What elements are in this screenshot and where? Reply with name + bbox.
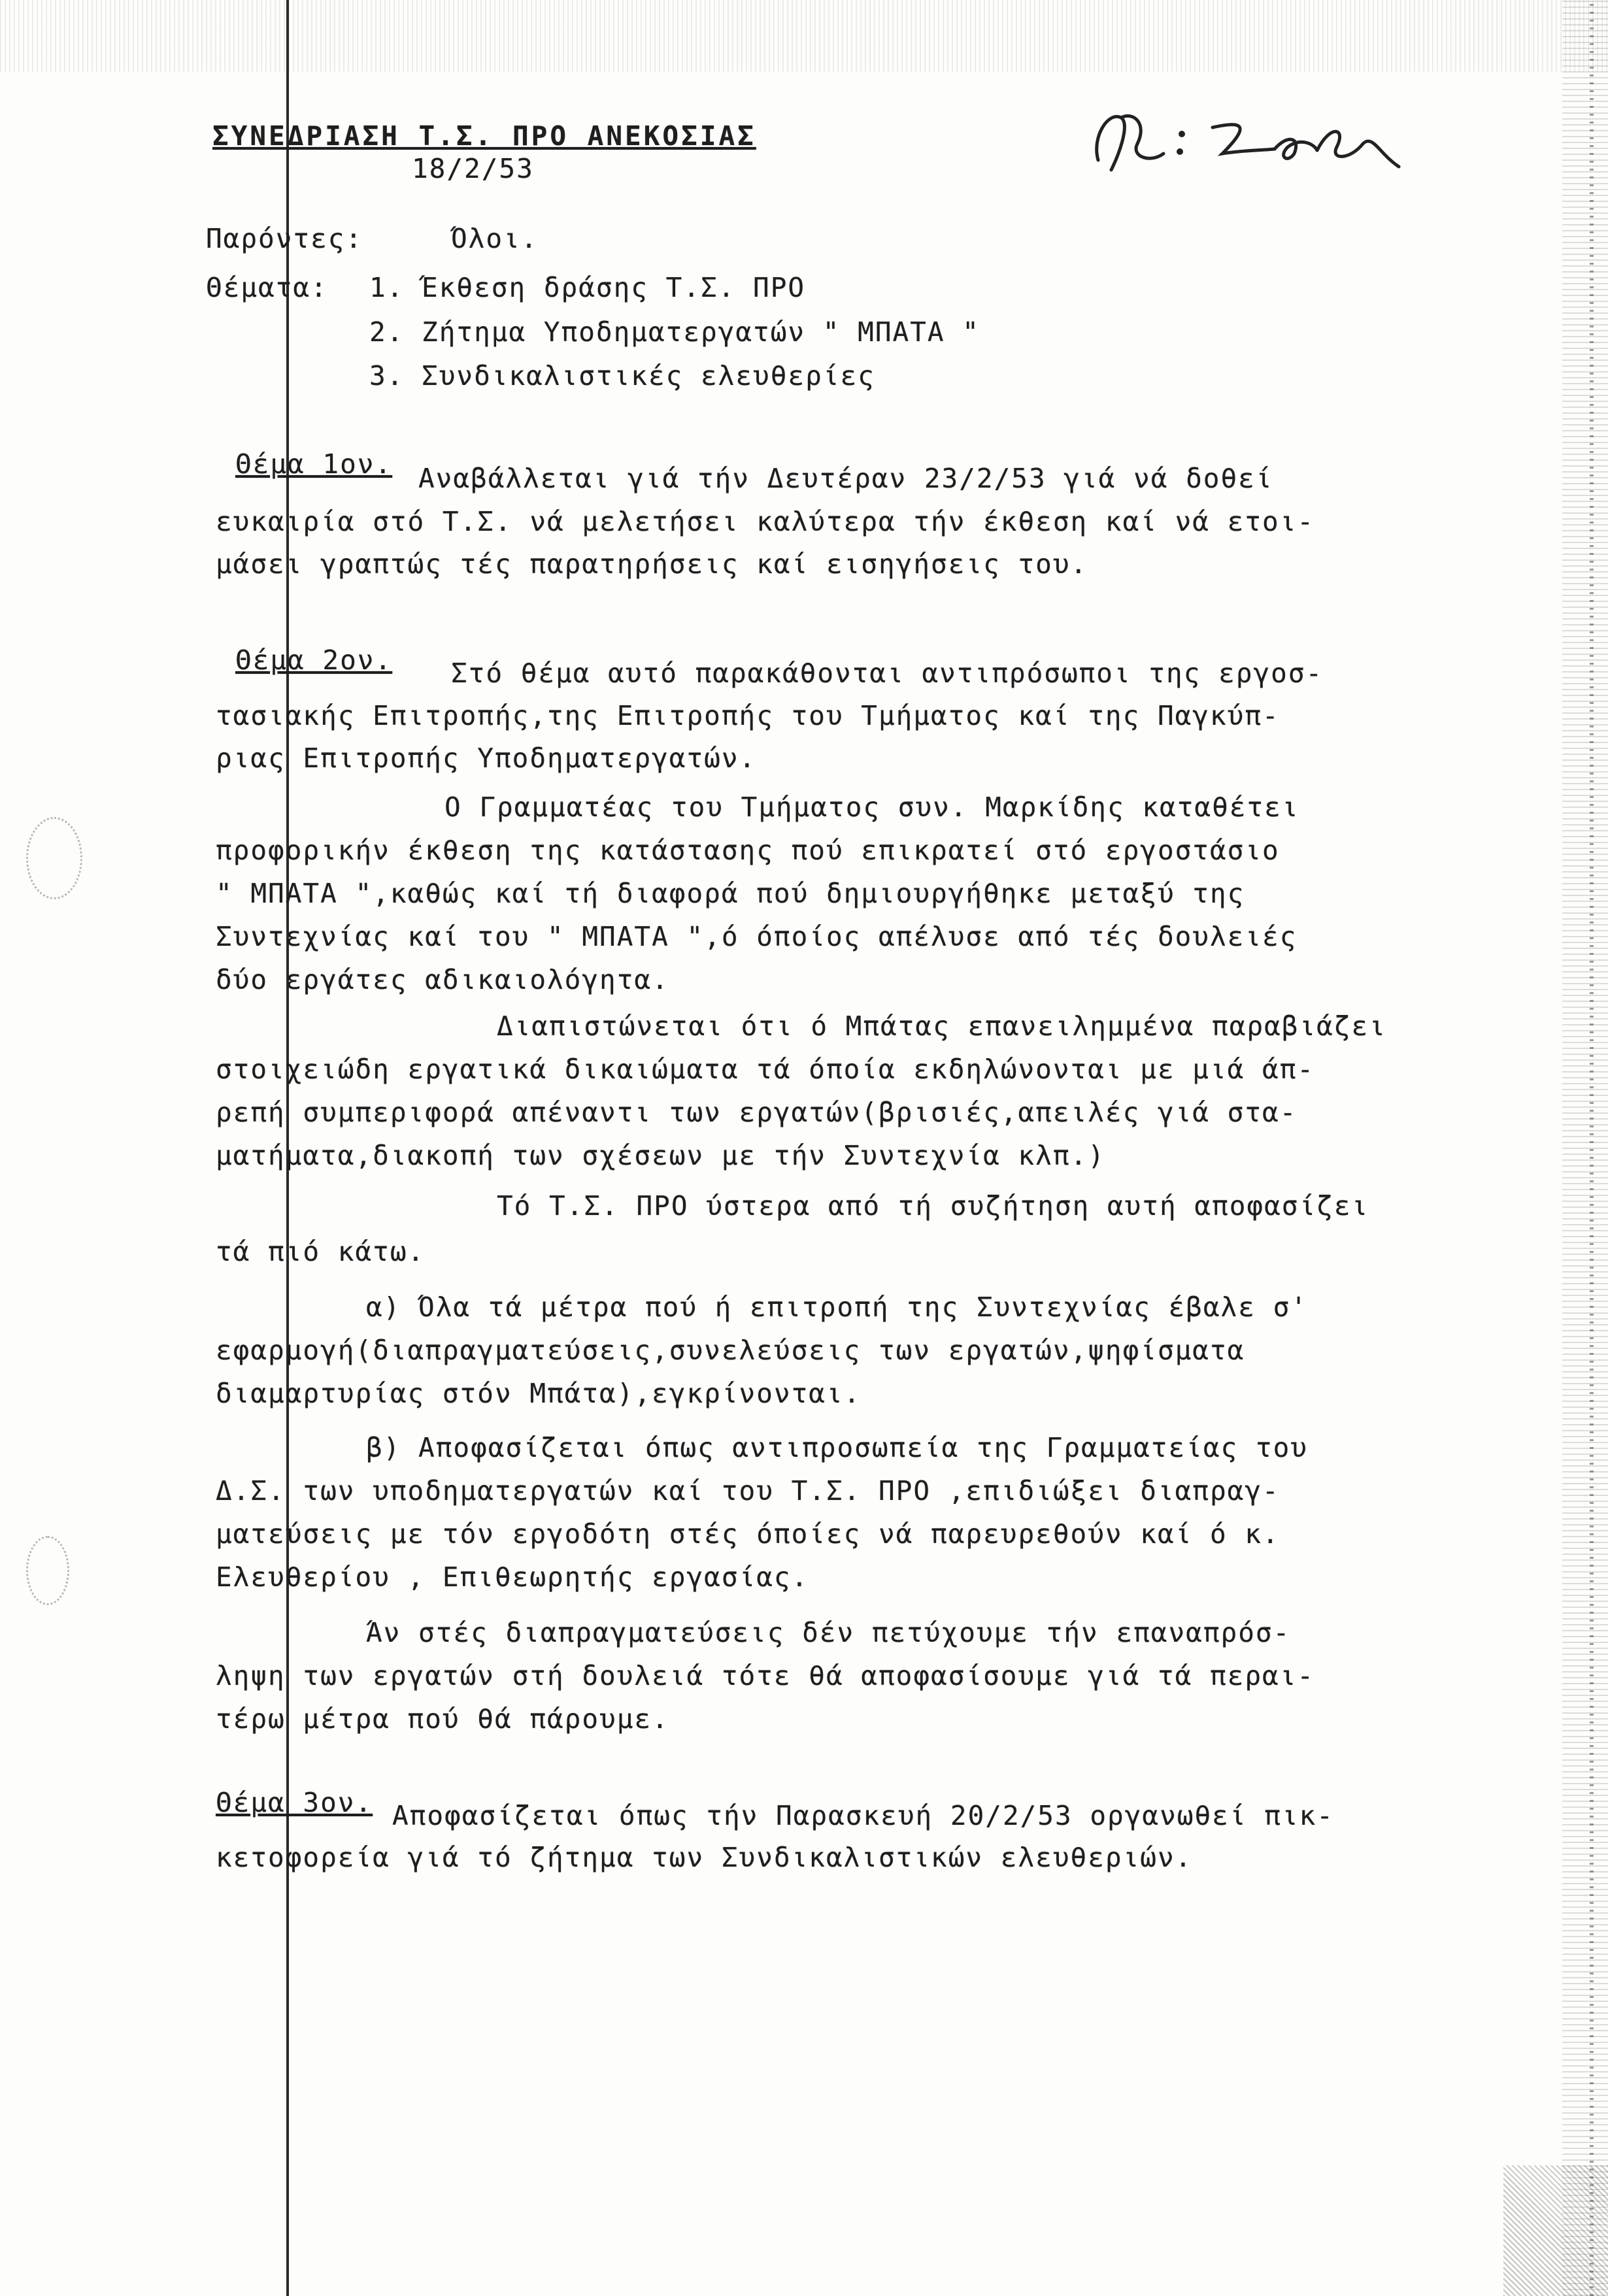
attendees-label: Παρόντες: bbox=[206, 223, 363, 254]
handwritten-signature-icon bbox=[1072, 98, 1412, 183]
scan-noise-top bbox=[0, 0, 1608, 72]
section2-p2-line: προφορικήν έκθεση της κατάστασης πού επικρατεί στό εργοστάσιο bbox=[216, 835, 1280, 866]
section2-pa-line: εφαρμογή(διαπραγματεύσεις,συνελεύσεις των εργατών,ψηφίσματα bbox=[216, 1335, 1245, 1366]
section2-pb-line: ματεύσεις με τόν εργοδότη στές όποίες νά παρευρεθούν καί ό κ. bbox=[216, 1518, 1280, 1550]
section2-intro-line: ριας Επιτροπής Υποδηματεργατών. bbox=[216, 742, 757, 774]
section2-pa-line: α) Όλα τά μέτρα πού ή επιτροπή της Συντεχνίας έβαλε σ' bbox=[366, 1291, 1308, 1323]
agenda-label: Θέματα: bbox=[206, 272, 328, 303]
scan-noise-right-edge-line bbox=[1590, 0, 1594, 2296]
section2-p4-line: Τό Τ.Σ. ΠΡΟ ύστερα από τή συζήτηση αυτή αποφασίζει bbox=[497, 1190, 1369, 1222]
section2-pb-line: β) Αποφασίζεται όπως αντιπροσωπεία της Γραμματείας του bbox=[366, 1432, 1308, 1463]
section3-line: κετοφορεία γιά τό ζήτημα των Συνδικαλιστικών ελευθεριών. bbox=[216, 1842, 1193, 1873]
section1-line: ευκαιρία στό Τ.Σ. νά μελετήσει καλύτερα τήν έκθεση καί νά ετοι- bbox=[216, 506, 1315, 537]
agenda-item: 2. Ζήτημα Υποδηματεργατών " ΜΠΑΤΑ " bbox=[369, 316, 980, 348]
scan-noise-right-edge bbox=[1562, 0, 1608, 2296]
section2-pc-line: Άν στές διαπραγματεύσεις δέν πετύχουμε τήν επαναπρόσ- bbox=[366, 1617, 1291, 1648]
document-title: ΣΥΝΕΔΡΙΑΣΗ Τ.Σ. ΠΡΟ ΑΝΕΚΟΣΙΑΣ bbox=[212, 120, 756, 152]
section2-p4-line: τά πιό κάτω. bbox=[216, 1236, 426, 1267]
section2-p3-line: ματήματα,διακοπή των σχέσεων με τήν Συντεχνία κλπ.) bbox=[216, 1140, 1105, 1171]
section2-p2-line: δύο εργάτες αδικαιολόγητα. bbox=[216, 964, 669, 995]
section2-p3-line: Διαπιστώνεται ότι ό Μπάτας επανειλημμένα παραβιάζει bbox=[497, 1010, 1386, 1042]
section3-heading: Θέμα 3ον. bbox=[216, 1787, 373, 1818]
handwritten-note bbox=[1072, 98, 1412, 183]
section2-p3-line: ρεπή συμπεριφορά απέναντι των εργατών(βρισιές,απειλές γιά στα- bbox=[216, 1097, 1298, 1128]
document-date: 18/2/53 bbox=[412, 153, 534, 184]
section2-p3-line: στοιχειώδη εργατικά δικαιώματα τά όποία εκδηλώνονται με μιά άπ- bbox=[216, 1054, 1315, 1085]
section2-pb-line: Ελευθερίου , Επιθεωρητής εργασίας. bbox=[216, 1561, 809, 1593]
section2-pb-line: Δ.Σ. των υποδηματεργατών καί του Τ.Σ. ΠΡΟ ,επιδιώξει διαπραγ- bbox=[216, 1475, 1280, 1506]
section2-pc-line: τέρω μέτρα πού θά πάρουμε. bbox=[216, 1703, 669, 1735]
section2-intro-line: τασιακής Επιτροπής,της Επιτροπής του Τμήματος καί της Παγκύπ- bbox=[216, 700, 1280, 731]
section1-line: μάσει γραπτώς τές παρατηρήσεις καί εισηγήσεις του. bbox=[216, 548, 1088, 580]
section2-pa-line: διαμαρτυρίας στόν Μπάτα),εγκρίνονται. bbox=[216, 1378, 862, 1409]
section2-p2-line: Ο Γραμματέας του Τμήματος συν. Μαρκίδης καταθέτει bbox=[444, 791, 1299, 823]
section2-pc-line: ληψη των εργατών στή δουλειά τότε θά αποφασίσουμε γιά τά περαι- bbox=[216, 1660, 1315, 1691]
section1-heading: Θέμα 1ον. bbox=[235, 448, 393, 480]
section3-line: Αποφασίζεται όπως τήν Παρασκευή 20/2/53 οργανωθεί πικ- bbox=[392, 1800, 1334, 1831]
section2-p2-line: Συντεχνίας καί του " ΜΠΑΤΑ ",ό όποίος απέλυσε από τές δουλειές bbox=[216, 921, 1298, 952]
scan-smudge bbox=[26, 1536, 69, 1605]
section2-heading: Θέμα 2ον. bbox=[235, 644, 393, 676]
attendees-value: Όλοι. bbox=[451, 223, 539, 254]
section1-line: Αναβάλλεται γιά τήν Δευτέραν 23/2/53 γιά νά δοθεί bbox=[418, 463, 1273, 494]
agenda-item: 1. Έκθεση δράσης Τ.Σ. ΠΡΟ bbox=[369, 272, 806, 303]
section2-p2-line: " ΜΠΑΤΑ ",καθώς καί τή διαφορά πού δημιουργήθηκε μεταξύ της bbox=[216, 878, 1245, 909]
scan-smudge bbox=[26, 817, 82, 899]
agenda-item: 3. Συνδικαλιστικές ελευθερίες bbox=[369, 360, 875, 391]
scan-noise-bottom-right bbox=[1503, 2165, 1608, 2296]
section2-intro-line: Στό θέμα αυτό παρακάθονται αντιπρόσωποι της εργοσ- bbox=[451, 657, 1324, 689]
